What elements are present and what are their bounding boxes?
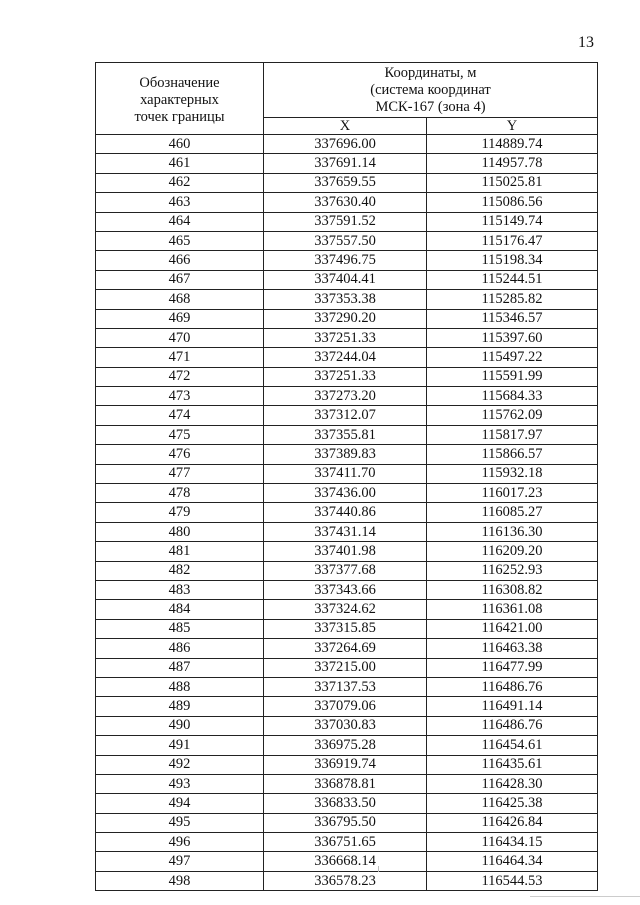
x-cell: 337411.70 xyxy=(264,464,427,483)
coordinates-group-header xyxy=(264,63,598,118)
y-cell: 116421.00 xyxy=(427,619,598,638)
table-row xyxy=(96,464,598,483)
point-column-header xyxy=(96,63,264,135)
x-cell: 337404.41 xyxy=(264,270,427,289)
point-cell: 496 xyxy=(96,833,264,852)
table-row xyxy=(96,871,598,890)
point-cell: 475 xyxy=(96,425,264,444)
point-cell: 480 xyxy=(96,522,264,541)
point-cell: 477 xyxy=(96,464,264,483)
table-row xyxy=(96,639,598,658)
point-cell: 493 xyxy=(96,774,264,793)
table-row xyxy=(96,193,598,212)
coords-header-line: Координаты, м xyxy=(384,64,477,81)
y-cell: 115866.57 xyxy=(427,445,598,464)
x-cell: 337264.69 xyxy=(264,639,427,658)
x-cell: 337630.40 xyxy=(264,193,427,212)
x-cell: 337440.86 xyxy=(264,503,427,522)
x-cell: 337244.04 xyxy=(264,348,427,367)
point-cell: 492 xyxy=(96,755,264,774)
page-number: 13 xyxy=(578,34,594,51)
point-header-line: точек границы xyxy=(134,109,225,125)
x-cell: 337691.14 xyxy=(264,154,427,173)
y-cell: 115176.47 xyxy=(427,231,598,250)
point-cell: 463 xyxy=(96,193,264,212)
y-cell: 115025.81 xyxy=(427,173,598,192)
x-column-header: X xyxy=(264,118,427,135)
table-row xyxy=(96,484,598,503)
point-cell: 460 xyxy=(96,135,264,154)
x-cell: 337215.00 xyxy=(264,658,427,677)
table-row xyxy=(96,774,598,793)
coords-header-line: МСК-167 (зона 4) xyxy=(375,98,486,115)
x-cell: 337389.83 xyxy=(264,445,427,464)
table-row xyxy=(96,619,598,638)
table-row xyxy=(96,677,598,696)
x-cell: 337591.52 xyxy=(264,212,427,231)
point-cell: 488 xyxy=(96,677,264,696)
point-cell: 479 xyxy=(96,503,264,522)
scan-artifact-line xyxy=(530,896,640,897)
table-row xyxy=(96,135,598,154)
y-cell: 115932.18 xyxy=(427,464,598,483)
y-cell: 115346.57 xyxy=(427,309,598,328)
point-cell: 478 xyxy=(96,484,264,503)
point-cell: 472 xyxy=(96,367,264,386)
point-cell: 461 xyxy=(96,154,264,173)
point-cell: 465 xyxy=(96,231,264,250)
x-cell: 336975.28 xyxy=(264,736,427,755)
y-cell: 115497.22 xyxy=(427,348,598,367)
x-cell: 337355.81 xyxy=(264,425,427,444)
x-cell: 337659.55 xyxy=(264,173,427,192)
point-cell: 481 xyxy=(96,542,264,561)
x-cell: 337377.68 xyxy=(264,561,427,580)
x-cell: 337557.50 xyxy=(264,231,427,250)
x-cell: 337137.53 xyxy=(264,677,427,696)
point-cell: 490 xyxy=(96,716,264,735)
y-cell: 116425.38 xyxy=(427,794,598,813)
x-cell: 336668.14 xyxy=(264,852,427,871)
y-cell: 114957.78 xyxy=(427,154,598,173)
table-row xyxy=(96,503,598,522)
y-cell: 116544.53 xyxy=(427,871,598,890)
table-row xyxy=(96,736,598,755)
table-row xyxy=(96,154,598,173)
table-row xyxy=(96,445,598,464)
x-cell: 337290.20 xyxy=(264,309,427,328)
x-cell: 336751.65 xyxy=(264,833,427,852)
x-cell: 337436.00 xyxy=(264,484,427,503)
y-cell: 116434.15 xyxy=(427,833,598,852)
table-row xyxy=(96,251,598,270)
point-cell: 486 xyxy=(96,639,264,658)
x-cell: 336578.23 xyxy=(264,871,427,890)
point-cell: 464 xyxy=(96,212,264,231)
y-cell: 115817.97 xyxy=(427,425,598,444)
table-row xyxy=(96,173,598,192)
table-row xyxy=(96,231,598,250)
y-cell: 116454.61 xyxy=(427,736,598,755)
table-row xyxy=(96,813,598,832)
y-cell: 116463.38 xyxy=(427,639,598,658)
point-cell: 485 xyxy=(96,619,264,638)
x-cell: 337343.66 xyxy=(264,580,427,599)
point-header-line: Обозначение xyxy=(139,75,220,91)
y-cell: 116085.27 xyxy=(427,503,598,522)
x-cell: 337401.98 xyxy=(264,542,427,561)
y-cell: 116464.34 xyxy=(427,852,598,871)
table-header xyxy=(96,63,598,135)
table-row xyxy=(96,542,598,561)
x-cell: 337030.83 xyxy=(264,716,427,735)
x-cell: 336833.50 xyxy=(264,794,427,813)
y-cell: 116136.30 xyxy=(427,522,598,541)
point-cell: 462 xyxy=(96,173,264,192)
point-cell: 471 xyxy=(96,348,264,367)
x-cell: 337251.33 xyxy=(264,328,427,347)
table-row xyxy=(96,367,598,386)
point-cell: 482 xyxy=(96,561,264,580)
point-cell: 491 xyxy=(96,736,264,755)
scan-artifact xyxy=(378,866,379,872)
table-row xyxy=(96,425,598,444)
point-cell: 495 xyxy=(96,813,264,832)
y-cell: 116486.76 xyxy=(427,716,598,735)
x-cell: 337431.14 xyxy=(264,522,427,541)
table-row xyxy=(96,387,598,406)
y-cell: 115684.33 xyxy=(427,387,598,406)
x-cell: 337079.06 xyxy=(264,697,427,716)
x-cell: 337696.00 xyxy=(264,135,427,154)
y-cell: 114889.74 xyxy=(427,135,598,154)
y-cell: 116252.93 xyxy=(427,561,598,580)
x-cell: 337251.33 xyxy=(264,367,427,386)
table-row xyxy=(96,561,598,580)
point-cell: 487 xyxy=(96,658,264,677)
table-row xyxy=(96,697,598,716)
table-row xyxy=(96,716,598,735)
table-row xyxy=(96,600,598,619)
point-cell: 474 xyxy=(96,406,264,425)
point-cell: 484 xyxy=(96,600,264,619)
y-cell: 116477.99 xyxy=(427,658,598,677)
x-cell: 337496.75 xyxy=(264,251,427,270)
table-row xyxy=(96,580,598,599)
point-cell: 498 xyxy=(96,871,264,890)
table-body xyxy=(96,135,598,891)
point-cell: 469 xyxy=(96,309,264,328)
table-row xyxy=(96,522,598,541)
coords-header-line: (система координат xyxy=(370,81,491,98)
x-cell: 337324.62 xyxy=(264,600,427,619)
point-cell: 466 xyxy=(96,251,264,270)
point-cell: 476 xyxy=(96,445,264,464)
coordinates-table xyxy=(95,62,598,891)
table-row xyxy=(96,755,598,774)
y-cell: 115397.60 xyxy=(427,328,598,347)
y-cell: 116486.76 xyxy=(427,677,598,696)
point-cell: 489 xyxy=(96,697,264,716)
point-cell: 473 xyxy=(96,387,264,406)
table-row xyxy=(96,290,598,309)
table-row xyxy=(96,406,598,425)
point-cell: 483 xyxy=(96,580,264,599)
x-cell: 336919.74 xyxy=(264,755,427,774)
x-cell: 337312.07 xyxy=(264,406,427,425)
y-cell: 116361.08 xyxy=(427,600,598,619)
table-row xyxy=(96,833,598,852)
point-header-line: характерных xyxy=(140,92,219,108)
y-cell: 115762.09 xyxy=(427,406,598,425)
table-row xyxy=(96,658,598,677)
y-cell: 115244.51 xyxy=(427,270,598,289)
table-row xyxy=(96,794,598,813)
table-row xyxy=(96,309,598,328)
y-cell: 116308.82 xyxy=(427,580,598,599)
x-cell: 337315.85 xyxy=(264,619,427,638)
point-cell: 467 xyxy=(96,270,264,289)
y-cell: 115591.99 xyxy=(427,367,598,386)
x-cell: 336878.81 xyxy=(264,774,427,793)
y-cell: 115149.74 xyxy=(427,212,598,231)
y-cell: 116491.14 xyxy=(427,697,598,716)
x-cell: 337353.38 xyxy=(264,290,427,309)
table-row xyxy=(96,348,598,367)
y-cell: 115198.34 xyxy=(427,251,598,270)
y-cell: 116426.84 xyxy=(427,813,598,832)
y-cell: 115285.82 xyxy=(427,290,598,309)
y-cell: 116209.20 xyxy=(427,542,598,561)
point-cell: 497 xyxy=(96,852,264,871)
point-cell: 468 xyxy=(96,290,264,309)
table-row xyxy=(96,270,598,289)
y-cell: 116435.61 xyxy=(427,755,598,774)
point-cell: 470 xyxy=(96,328,264,347)
y-cell: 115086.56 xyxy=(427,193,598,212)
table-row xyxy=(96,328,598,347)
y-cell: 116017.23 xyxy=(427,484,598,503)
table-row xyxy=(96,852,598,871)
y-cell: 116428.30 xyxy=(427,774,598,793)
y-column-header: Y xyxy=(427,118,598,135)
table-row xyxy=(96,212,598,231)
point-cell: 494 xyxy=(96,794,264,813)
x-cell: 337273.20 xyxy=(264,387,427,406)
x-cell: 336795.50 xyxy=(264,813,427,832)
